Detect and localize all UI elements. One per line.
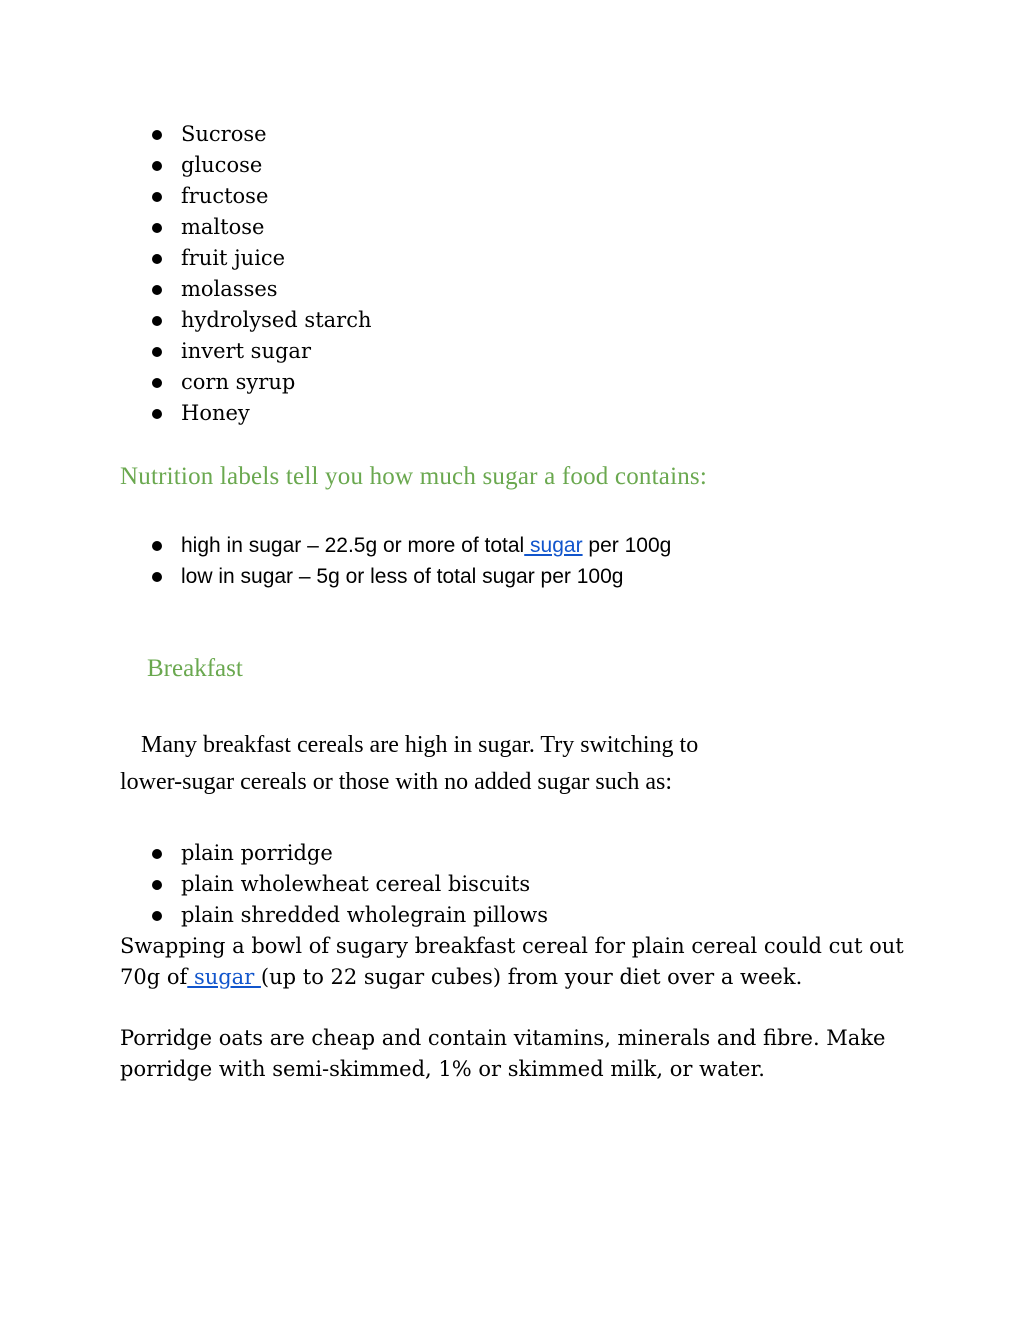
bullet-icon (152, 849, 162, 859)
list-item (150, 243, 371, 274)
bullet-icon (152, 254, 162, 264)
list-item (150, 900, 548, 931)
list-item-text: hydrolysed starch (181, 308, 372, 332)
paragraph-line: Porridge oats are cheap and contain vitamins, minerals and fibre. Make (120, 1026, 886, 1050)
list-item-text: Honey (181, 401, 250, 425)
sweeteners-list (150, 119, 371, 429)
bullet-icon (152, 347, 162, 357)
bullet-icon (152, 880, 162, 890)
bullet-icon (152, 192, 162, 202)
paragraph-text: 70g of (120, 965, 188, 989)
bullet-icon (152, 223, 162, 233)
list-item (150, 398, 371, 429)
intro-line: lower-sugar cereals or those with no added sugar such as: (120, 769, 673, 795)
list-item-text: maltose (181, 215, 265, 239)
list-item (150, 305, 371, 336)
list-item (150, 838, 548, 869)
bullet-icon (152, 409, 162, 419)
swap-paragraph (120, 931, 904, 993)
list-item (150, 150, 371, 181)
list-item-text: low in sugar – 5g or less of total sugar per 100g (181, 565, 624, 588)
list-item (150, 869, 548, 900)
list-item (150, 367, 371, 398)
list-item-text: corn syrup (181, 370, 296, 394)
list-item-text: per 100g (582, 534, 672, 557)
list-item-text: high in sugar – 22.5g or more of total (181, 534, 525, 557)
nutrition-labels-list (150, 530, 671, 592)
list-item (150, 336, 371, 367)
list-item-text: glucose (181, 153, 263, 177)
bullet-icon (152, 572, 162, 582)
list-item-high-sugar (150, 530, 671, 561)
bullet-icon (152, 378, 162, 388)
nutrition-labels-heading: Nutrition labels tell you how much sugar a food contains: (120, 463, 707, 490)
list-item (150, 212, 371, 243)
breakfast-heading: Breakfast (147, 655, 243, 682)
list-item-text: fructose (181, 184, 269, 208)
paragraph-line: porridge with semi-skimmed, 1% or skimmed milk, or water. (120, 1057, 765, 1081)
cereal-list (150, 838, 548, 931)
bullet-icon (152, 285, 162, 295)
list-item-text: plain porridge (181, 841, 333, 865)
paragraph-text: (up to 22 sugar cubes) from your diet over a week. (260, 965, 803, 989)
intro-line: Many breakfast cereals are high in sugar. Try switching to (141, 732, 699, 758)
sugar-link[interactable]: sugar (524, 534, 583, 557)
list-item (150, 119, 371, 150)
bullet-icon (152, 316, 162, 326)
list-item-text: invert sugar (181, 339, 311, 363)
list-item-text: fruit juice (181, 246, 286, 270)
breakfast-intro-paragraph (120, 727, 880, 801)
bullet-icon (152, 161, 162, 171)
sugar-link[interactable]: sugar (187, 965, 261, 989)
list-item-text: Sucrose (181, 122, 267, 146)
paragraph-line: Swapping a bowl of sugary breakfast cereal for plain cereal could cut out (120, 934, 904, 958)
bullet-icon (152, 130, 162, 140)
porridge-paragraph (120, 1023, 885, 1085)
bullet-icon (152, 911, 162, 921)
bullet-icon (152, 541, 162, 551)
list-item-text: molasses (181, 277, 278, 301)
list-item (150, 274, 371, 305)
list-item-low-sugar (150, 561, 671, 592)
list-item-text: plain wholewheat cereal biscuits (181, 872, 531, 896)
list-item (150, 181, 371, 212)
list-item-text: plain shredded wholegrain pillows (181, 903, 548, 927)
